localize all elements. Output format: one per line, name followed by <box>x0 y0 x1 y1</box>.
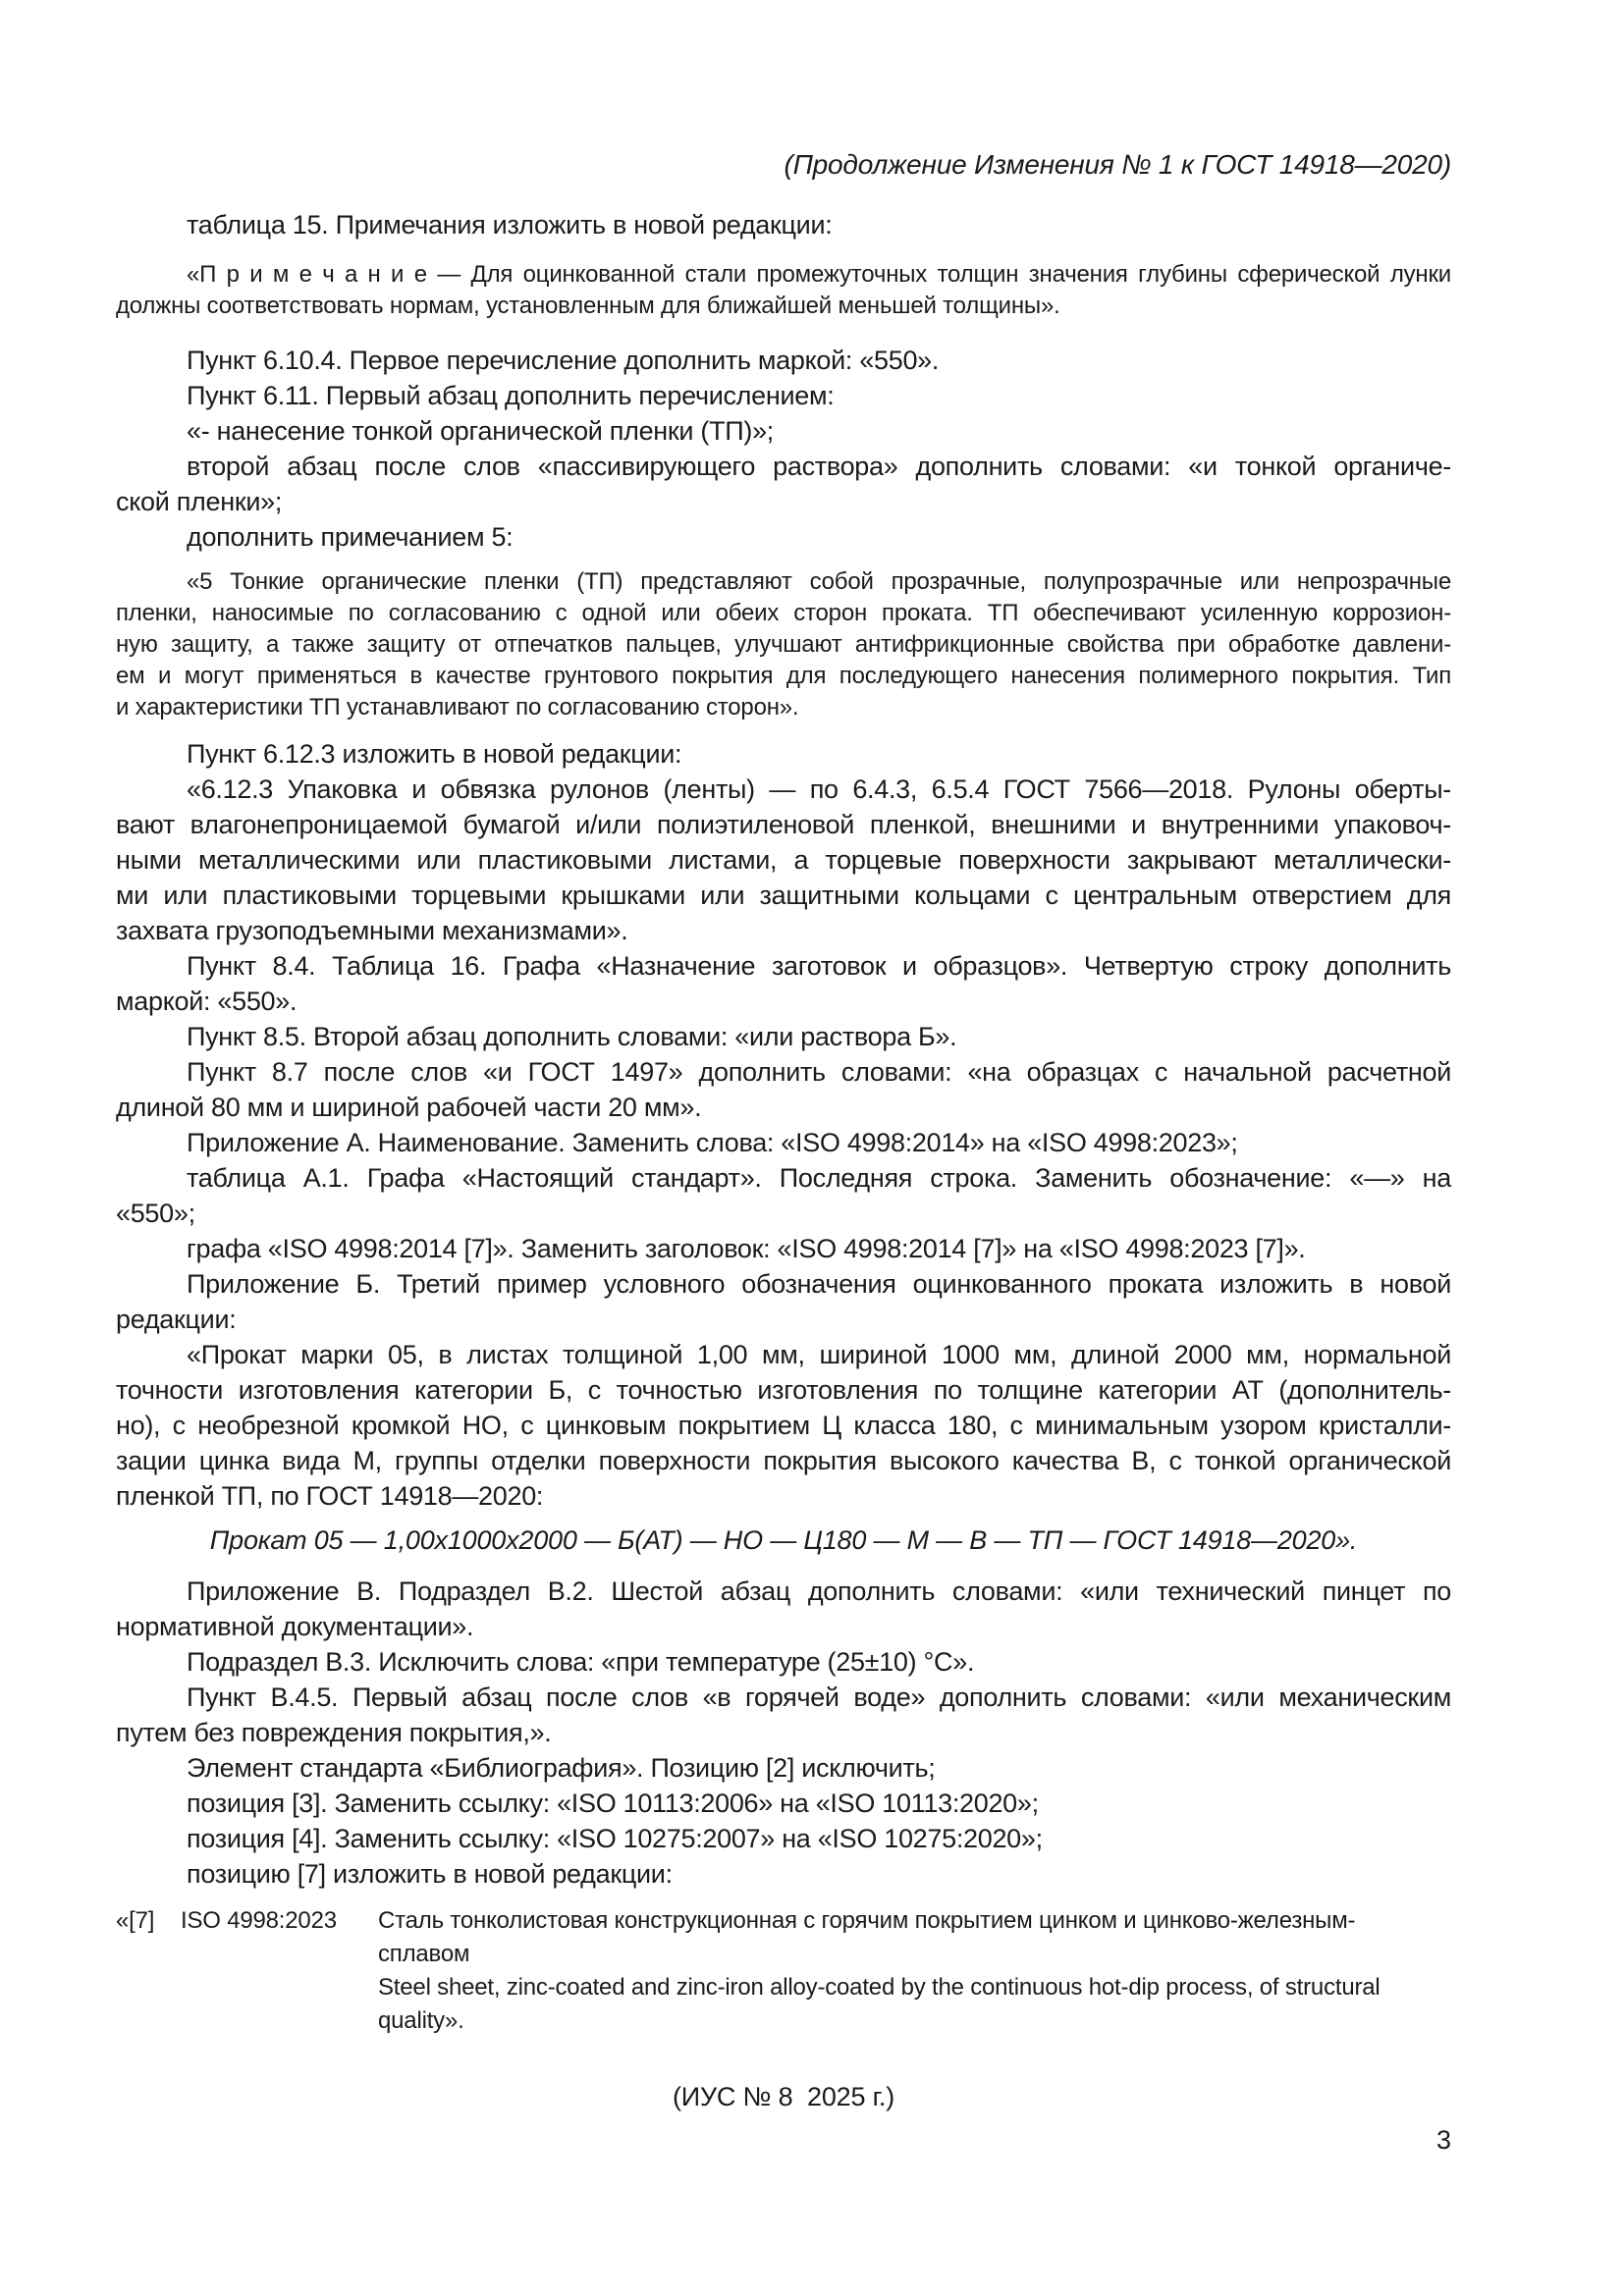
bibliography-ref-number: «[7] <box>116 1907 155 1934</box>
paragraph <box>116 1054 1451 1125</box>
text-line: второй абзац после слов «пассивирующего раствора» дополнить словами: «и тонкой органиче- <box>187 452 1451 481</box>
text-line: сплавом <box>378 1941 470 1967</box>
text-line: ную защиту, а также защиту от отпечатков пальцев, улучшают антифрикционные свойства при обработке давлени- <box>116 631 1451 658</box>
text-line: редакции: <box>116 1305 237 1334</box>
text-line: quality». <box>378 2007 464 2034</box>
paragraph <box>116 1160 1451 1231</box>
note-paragraph <box>116 566 1451 723</box>
text-line: маркой: «550». <box>116 987 298 1016</box>
text-line: таблица 15. Примечания изложить в новой редакции: <box>187 210 833 240</box>
paragraph <box>116 1786 1451 1821</box>
note-paragraph <box>116 259 1451 322</box>
text-line: таблица А.1. Графа «Настоящий стандарт». Последняя строка. Заменить обозначение: «—» на <box>187 1163 1451 1193</box>
paragraph <box>116 343 1451 378</box>
designation-example-formula: Прокат 05 — 1,00х1000х2000 — Б(АТ) — НО — Ц180 — М — В — ТП — ГОСТ 14918—2020». <box>209 1525 1358 1555</box>
paragraph <box>116 772 1451 948</box>
bibliography-entry <box>116 1904 1451 2038</box>
text-line: графа «ISO 4998:2014 [7]». Заменить заголовок: «ISO 4998:2014 [7]» на «ISO 4998:2023 [7]». <box>187 1234 1306 1263</box>
running-header: (Продолжение Изменения № 1 к ГОСТ 14918—2020) <box>784 149 1451 180</box>
text-line: пленкой ТП, по ГОСТ 14918—2020: <box>116 1481 544 1511</box>
text-line: Приложение Б. Третий пример условного обозначения оцинкованного проката изложить в новой <box>187 1269 1451 1299</box>
text-line: пленки, наносимые по согласованию с одной или обеих сторон проката. ТП обеспечивают усиленную коррозион- <box>116 600 1451 626</box>
text-line: Приложение В. Подраздел В.2. Шестой абзац дополнить словами: «или технический пинцет по <box>187 1576 1451 1606</box>
text-line: «Прокат марки 05, в листах толщиной 1,00 мм, шириной 1000 мм, длиной 2000 мм, нормальной <box>187 1340 1451 1369</box>
text-line: Steel sheet, zinc-coated and zinc-iron alloy-coated by the continuous hot-dip process, of structural <box>378 1974 1380 2001</box>
paragraph <box>116 1574 1451 1644</box>
text-line: ми или пластиковыми торцевыми крышками или защитными кольцами с центральным отверстием для <box>116 881 1451 910</box>
paragraph <box>116 1337 1451 1514</box>
text-line: позиция [4]. Заменить ссылку: «ISO 10275:2007» на «ISO 10275:2020»; <box>187 1824 1043 1853</box>
paragraph <box>116 1680 1451 1750</box>
text-line: Пункт 6.11. Первый абзац дополнить перечислением: <box>187 381 835 410</box>
bibliography-description <box>378 1904 1451 2038</box>
paragraph <box>116 378 1451 413</box>
paragraph <box>116 1266 1451 1337</box>
text-line: Пункт 8.7 после слов «и ГОСТ 1497» дополнить словами: «на образцах с начальной расчетной <box>187 1057 1451 1087</box>
text-line: «- нанесение тонкой органической пленки (ТП)»; <box>187 416 774 446</box>
text-line: точности изготовления категории Б, с точностью изготовления по толщине категории АТ (дополнитель- <box>116 1375 1451 1405</box>
text-line: «6.12.3 Упаковка и обвязка рулонов (ленты) — по 6.4.3, 6.5.4 ГОСТ 7566—2018. Рулоны оберты- <box>187 774 1451 804</box>
text-line: длиной 80 мм и шириной рабочей части 20 мм». <box>116 1093 702 1122</box>
issue-note: (ИУС № 8 2025 г.) <box>672 2082 895 2111</box>
text-line: ными металлическими или пластиковыми листами, а торцевые поверхности закрывают металлически- <box>116 845 1451 875</box>
paragraph <box>116 1750 1451 1786</box>
text-line: «550»; <box>116 1199 195 1228</box>
text-line: захвата грузоподъемными механизмами». <box>116 916 628 945</box>
text-line: ем и могут применяться в качестве грунтового покрытия для последующего нанесения полимерного покрытия. Тип <box>116 663 1451 689</box>
text-line: Подраздел В.3. Исключить слова: «при температуре (25±10) °С». <box>187 1647 975 1677</box>
text-line: «П р и м е ч а н и е — Для оцинкованной стали промежуточных толщин значения глубины сферической лунки <box>187 261 1451 288</box>
text-line: должны соответствовать нормам, установленным для ближайшей меньшей толщины». <box>116 293 1060 319</box>
text-line: «5 Тонкие органические пленки (ТП) представляют собой прозрачные, полупрозрачные или непрозрачные <box>187 568 1451 595</box>
text-line: вают влагонепроницаемой бумагой и/или полиэтиленовой пленкой, внешними и внутренними упаковоч- <box>116 810 1451 839</box>
paragraph <box>116 207 1451 242</box>
text-line: Приложение А. Наименование. Заменить слова: «ISO 4998:2014» на «ISO 4998:2023»; <box>187 1128 1238 1157</box>
bibliography-standard-code: ISO 4998:2023 <box>181 1907 337 1934</box>
text-line: Сталь тонколистовая конструкционная с горячим покрытием цинком и цинково-железным- <box>378 1907 1356 1934</box>
text-line: ской пленки»; <box>116 487 283 516</box>
text-line: Элемент стандарта «Библиография». Позицию [2] исключить; <box>187 1753 936 1783</box>
paragraph <box>116 1856 1451 1892</box>
paragraph <box>116 1019 1451 1054</box>
text-line: путем без повреждения покрытия,». <box>116 1718 552 1747</box>
paragraph <box>116 1125 1451 1160</box>
text-line: позиция [3]. Заменить ссылку: «ISO 10113:2006» на «ISO 10113:2020»; <box>187 1789 1039 1818</box>
paragraph <box>116 948 1451 1019</box>
text-line: Пункт 8.4. Таблица 16. Графа «Назначение заготовок и образцов». Четвертую строку дополнить <box>187 951 1451 981</box>
text-line: Пункт 6.12.3 изложить в новой редакции: <box>187 739 682 769</box>
text-line: Пункт 8.5. Второй абзац дополнить словами: «или раствора Б». <box>187 1022 957 1051</box>
paragraph <box>116 449 1451 519</box>
paragraph <box>116 1644 1451 1680</box>
text-line: Пункт 6.10.4. Первое перечисление дополнить маркой: «550». <box>187 346 940 375</box>
paragraph <box>116 1821 1451 1856</box>
text-line: нормативной документации». <box>116 1612 474 1641</box>
text-line: зации цинка вида М, группы отделки поверхности покрытия высокого качества В, с тонкой органической <box>116 1446 1451 1475</box>
text-line: Пункт В.4.5. Первый абзац после слов «в горячей воде» дополнить словами: «или механическим <box>187 1682 1451 1712</box>
paragraph <box>116 413 1451 449</box>
text-line: дополнить примечанием 5: <box>187 522 514 552</box>
paragraph <box>116 1231 1451 1266</box>
text-line: и характеристики ТП устанавливают по согласованию сторон». <box>116 694 799 721</box>
paragraph <box>116 736 1451 772</box>
page-number: 3 <box>1435 2125 1451 2155</box>
paragraph <box>116 519 1451 555</box>
text-line: позицию [7] изложить в новой редакции: <box>187 1859 673 1889</box>
text-line: но), с необрезной кромкой НО, с цинковым покрытием Ц класса 180, с минимальным узором кристалли- <box>116 1411 1451 1440</box>
